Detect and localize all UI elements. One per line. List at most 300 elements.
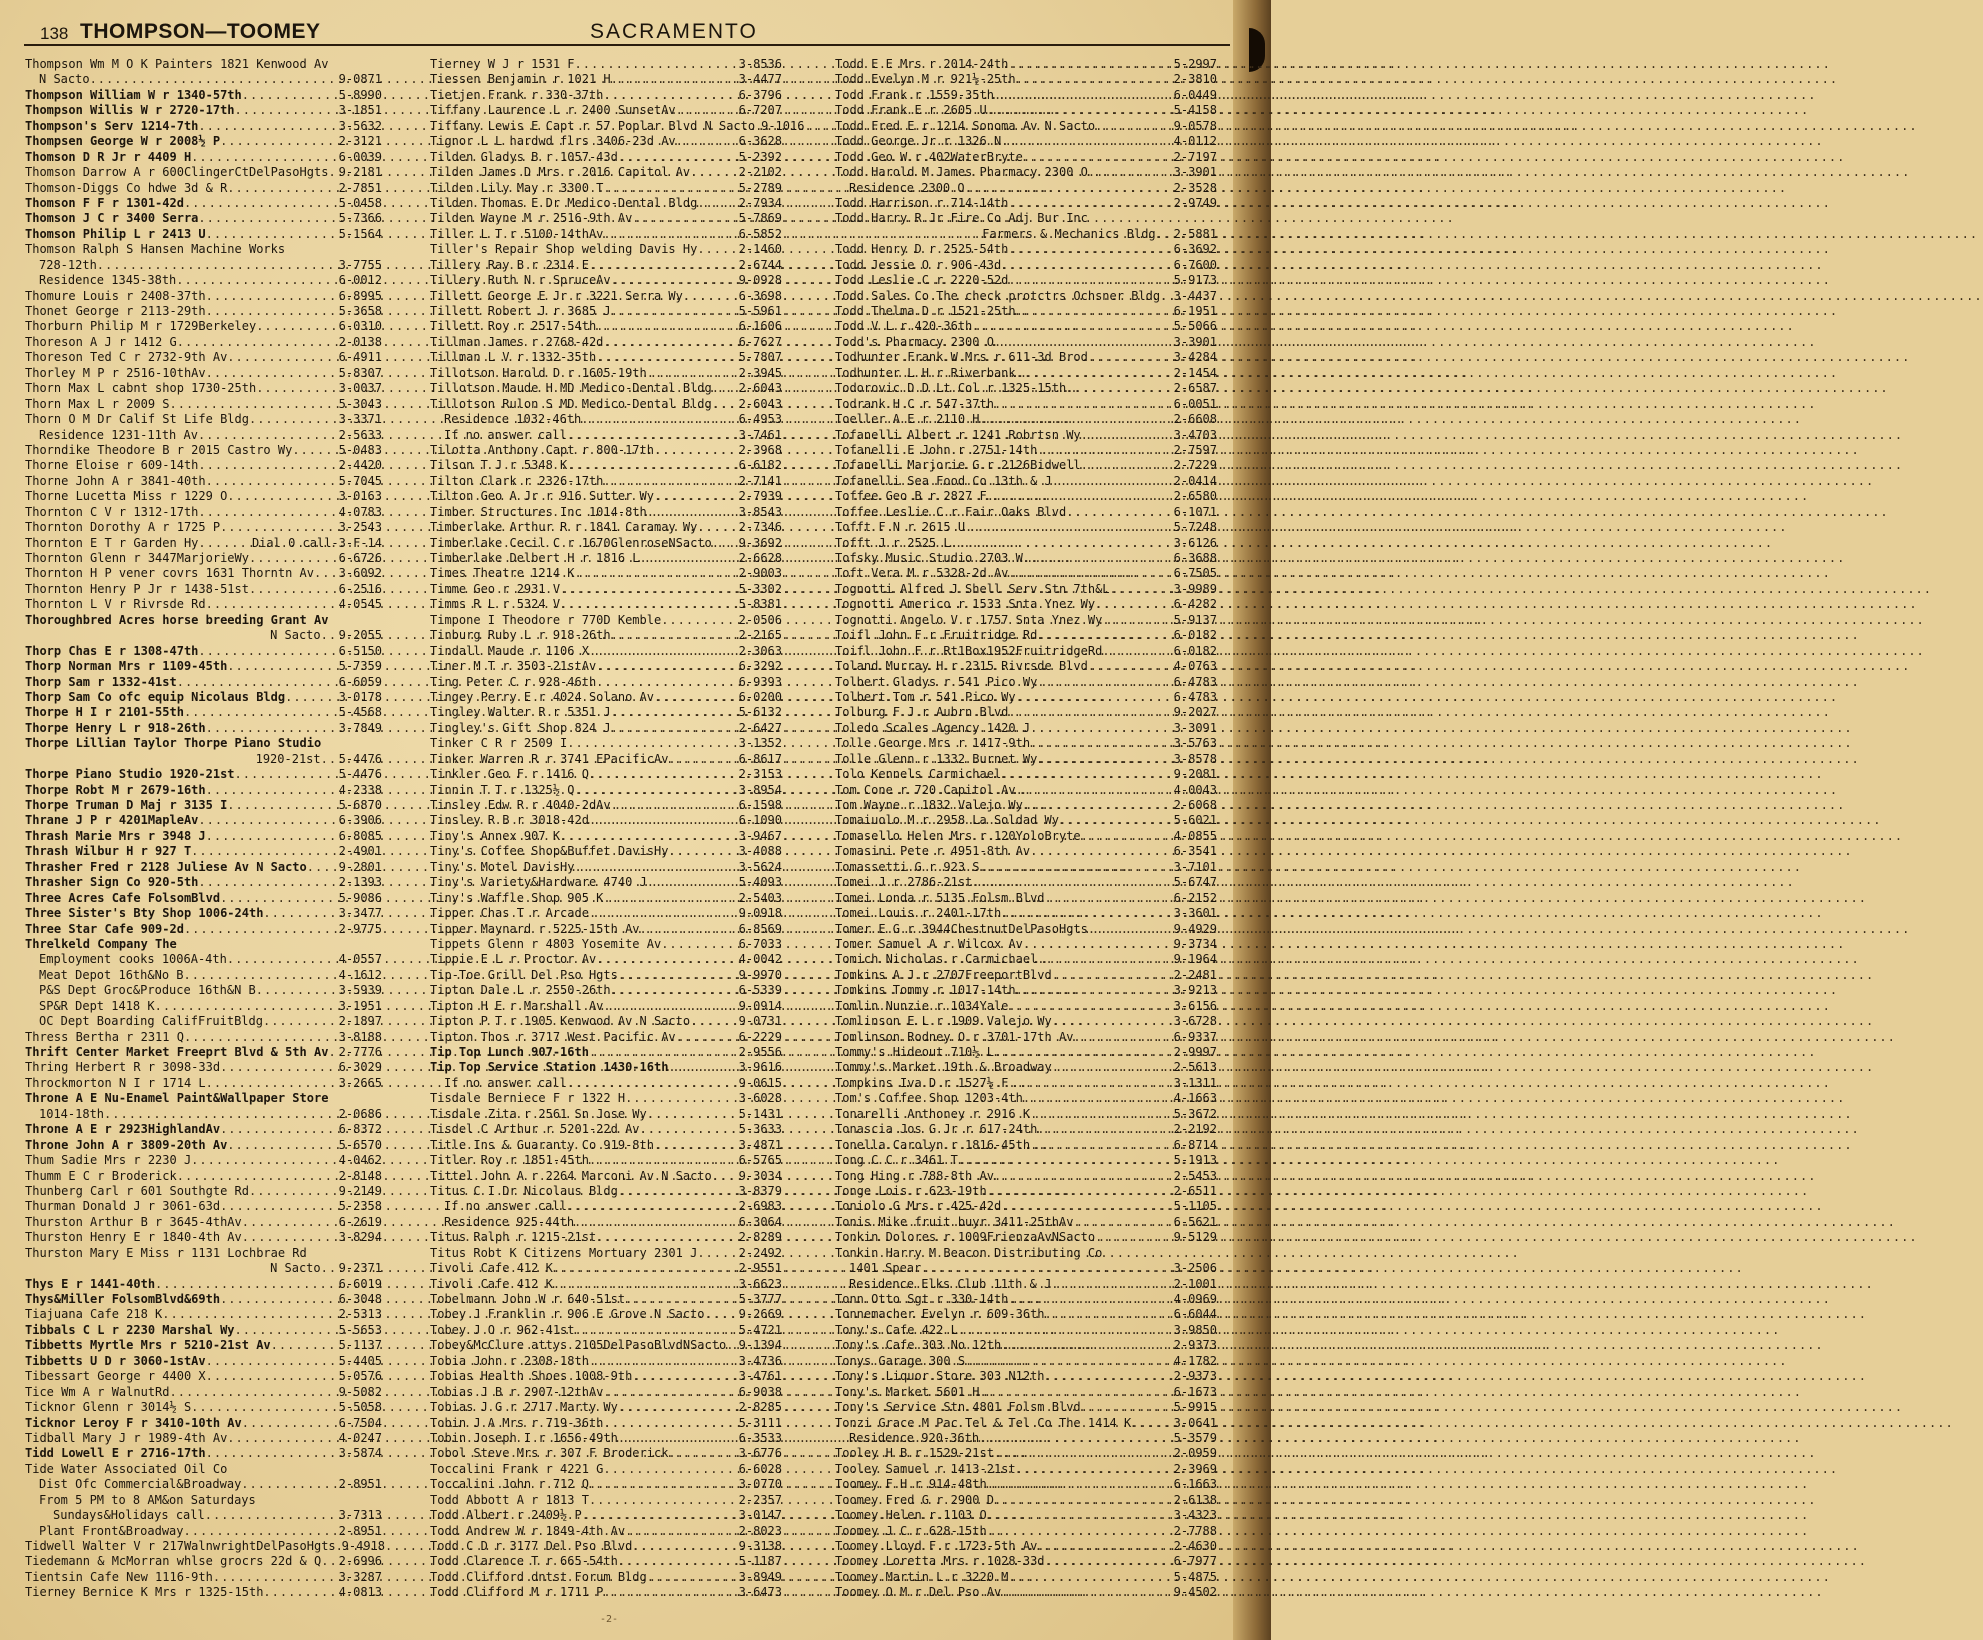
listing-name: Throne John A r 3809-20th Av <box>25 1137 228 1152</box>
leader-dots <box>227 181 338 196</box>
listing-name: Thompson's Serv 1214-7th <box>25 118 199 133</box>
listing-name: Thorp Norman Mrs r 1109-45th <box>25 659 228 674</box>
directory-listing <box>25 150 382 165</box>
listing-name: Todd Henry D r 2525-54th <box>835 242 1009 257</box>
leader-dots <box>965 1354 1174 1369</box>
listing-name: Tide Water Associated Oil Co <box>25 1461 228 1476</box>
listing-name: Todd V L r 420-36th <box>835 319 973 334</box>
listing-name: Tommy's Market 19th & Broadway <box>835 1060 1052 1075</box>
directory-listing <box>25 505 382 520</box>
phone-number: 6-1951 <box>1173 304 1217 318</box>
listing-name: Tillett Roy r 2517-54th <box>430 319 597 334</box>
directory-listing <box>430 860 782 875</box>
leader-dots <box>690 165 739 180</box>
directory-listing <box>430 844 782 859</box>
listing-name: Residence Elks Club 11th & J <box>849 1276 1052 1291</box>
listing-name: Tittel John A r 2264 Marconi Av N Sacto <box>430 1168 712 1183</box>
directory-listing <box>835 1524 1217 1539</box>
listing-name: Tipper Chas T r Arcade <box>430 906 589 921</box>
leader-dots <box>235 1323 339 1338</box>
directory-listing <box>25 983 382 998</box>
directory-listing <box>835 1199 1217 1214</box>
leader-dots <box>271 1338 339 1353</box>
leader-dots <box>1023 150 1174 165</box>
directory-listing <box>25 1354 382 1369</box>
leader-dots <box>1095 1230 1174 1245</box>
directory-listing <box>25 1570 382 1585</box>
directory-listing <box>430 350 782 365</box>
phone-number: 9-0731 <box>738 1014 782 1029</box>
phone-number: 6-7977 <box>1173 1554 1217 1569</box>
leader-dots <box>1073 1215 1173 1230</box>
leader-dots <box>314 566 339 581</box>
phone-number: 5-5961 <box>738 304 782 318</box>
listing-name: Ticknor Leroy F r 3410-10th Av <box>25 1415 242 1430</box>
listing-name: Todd Clarence T r 665-54th <box>430 1554 618 1569</box>
listing-name: Tonarelli Anthoney r 2916 K <box>835 1106 1031 1121</box>
phone-number: 9-1394 <box>738 1338 782 1353</box>
directory-listing <box>430 381 782 396</box>
phone-number: 3-4088 <box>738 844 782 859</box>
listing-name: Tindall Maude r 1106 X <box>430 643 589 658</box>
phone-number: 2-3945 <box>738 365 782 380</box>
directory-listing <box>430 165 782 180</box>
phone-number: 5-8990 <box>338 87 382 102</box>
listing-name: Residence 920-36th <box>849 1430 980 1445</box>
leader-dots <box>184 1030 339 1045</box>
leader-dots <box>184 705 339 720</box>
phone-number: 3-7755 <box>338 257 382 272</box>
leader-dots <box>980 412 1174 427</box>
listing-name: Thonet George r 2113-29th <box>25 304 206 318</box>
listing-name: Tinburg Ruby L r 918-26th <box>430 628 611 643</box>
listing-name: P&S Dept Groc&Produce 16th&N B <box>39 983 256 998</box>
listing-name: Toomey Lloyd F r 1723-5th Av <box>835 1539 1038 1553</box>
leader-dots <box>567 1076 739 1091</box>
listing-name: Tonis Mike fruit buyr 3411-25thAv <box>835 1214 1074 1229</box>
leader-dots <box>603 891 738 906</box>
directory-listing <box>835 1585 1217 1600</box>
phone-number: 3-8543 <box>738 504 782 519</box>
directory-listing <box>835 134 1217 149</box>
phone-number: 6-4953 <box>738 412 782 427</box>
directory-listing <box>835 1385 1217 1400</box>
listing-name: Tonella Carolyn r 1816-45th <box>835 1137 1031 1152</box>
listing-name: Thomson Philip L r 2413 U <box>25 226 206 241</box>
phone-number: 2-8023 <box>738 1523 782 1538</box>
listing-name: Tiffany Laurence L r 2400 SunsetAv <box>430 103 676 118</box>
leader-dots <box>567 428 739 443</box>
leader-dots <box>596 659 738 674</box>
listing-name: Tomkins Tommy r 1017-14th <box>835 983 1016 998</box>
listing-name: Tom Cone r 720 Capitol Av <box>835 782 1016 797</box>
leader-dots <box>1008 566 1173 581</box>
directory-listing <box>430 1338 782 1353</box>
listing-name: Tinsley R B r 3018-42d <box>430 813 589 828</box>
directory-listing <box>25 1107 382 1122</box>
leader-dots <box>1073 1030 1173 1045</box>
listing-name: OC Dept Boarding CalifFruitBldg <box>39 1014 263 1029</box>
directory-listing <box>835 1477 1217 1492</box>
directory-listing <box>430 1416 782 1431</box>
directory-listing <box>835 520 1217 535</box>
leader-dots <box>1052 968 1174 983</box>
directory-listing <box>25 88 382 103</box>
phone-number: 2-6511 <box>1173 1183 1217 1198</box>
leader-dots <box>227 1431 338 1446</box>
directory-listing <box>25 366 382 381</box>
listing-name: Tolo Kennels Carmichael <box>835 767 1002 782</box>
listing-name: Three Sister's Bty Shop 1006-24th <box>25 906 264 921</box>
directory-listing <box>430 1539 782 1554</box>
leader-dots <box>198 428 339 443</box>
leader-dots <box>603 1385 738 1400</box>
leader-dots <box>1001 258 1173 273</box>
listing-name: Tognotti Angelo V r 1757 Snta Ynez Wy <box>835 612 1103 627</box>
phone-number: 6-5765 <box>738 1153 782 1168</box>
phone-number: 6-1598 <box>738 798 782 812</box>
leader-dots <box>654 489 739 504</box>
phone-number: 2-6068 <box>1173 798 1217 812</box>
leader-dots <box>206 1076 339 1091</box>
directory-listing <box>25 1122 382 1137</box>
leader-dots <box>611 628 739 643</box>
phone-number: 4-0462 <box>338 1153 382 1168</box>
listing-name: Thorndike Theodore B r 2015 Castro Wy <box>25 442 293 457</box>
leader-dots <box>235 767 339 782</box>
phone-number: 6-6019 <box>338 1276 382 1291</box>
listing-name: Todhunter L H r Riverbank <box>835 365 1016 380</box>
phone-number: Dial 0 call-3-F-14 <box>251 535 382 550</box>
phone-number: 5-2358 <box>338 1199 382 1214</box>
listing-name: Thompson Wm M O K Painters 1821 Kenwood Av <box>25 57 329 71</box>
phone-number: 5-7366 <box>338 211 382 226</box>
phone-number: 2-9551 <box>738 1261 782 1276</box>
listing-name: Tierney W J r 1531 F <box>430 57 575 71</box>
leader-dots <box>994 1045 1174 1060</box>
leader-dots <box>191 1153 338 1168</box>
directory-listing <box>835 1338 1217 1353</box>
directory-listing <box>835 103 1217 118</box>
phone-number: 3-9989 <box>1173 581 1217 596</box>
listing-name: Tinker Warren R r 3741 EPacificAv <box>430 751 669 766</box>
directory-listing <box>430 721 782 736</box>
listing-name: Thrash Marie Mrs r 3948 J <box>25 828 206 843</box>
leader-dots <box>596 675 738 690</box>
phone-number: 2-2481 <box>1173 967 1217 982</box>
directory-listing <box>430 366 782 381</box>
leader-dots <box>206 1354 339 1369</box>
leader-dots <box>994 1169 1174 1184</box>
listing-name: Toffee Geo B r 2827 F <box>835 489 987 504</box>
directory-listing <box>25 690 382 705</box>
listing-name: Tillery Ruth N r SpruceAv <box>430 273 611 288</box>
directory-listing <box>430 1138 782 1153</box>
phone-number: 5-3658 <box>338 304 382 318</box>
directory-listing <box>430 1014 782 1029</box>
listing-name: Residence 1032-46th <box>444 412 582 427</box>
phone-number: 2-9997 <box>1173 1045 1217 1059</box>
phone-number: 3-8536 <box>738 57 782 71</box>
leader-dots <box>1030 721 1174 736</box>
leader-dots <box>676 103 739 118</box>
phone-number: 5-4476 <box>338 767 382 782</box>
directory-listing <box>835 1277 1217 1292</box>
listing-name: Tomei Louis r 2401-17th <box>835 906 1002 921</box>
directory-listing <box>430 1554 782 1569</box>
listing-name: Ting Peter C r 928-46th <box>430 674 597 689</box>
phone-number: 6-8372 <box>338 1122 382 1137</box>
listing-name: Thoroughbred Acres horse breeding Grant Av <box>25 612 329 627</box>
directory-listing <box>835 1246 1217 1261</box>
phone-number: 2-6138 <box>1173 1492 1217 1507</box>
listing-name: Farmers & Mechanics Bldg <box>982 226 1156 241</box>
phone-number: 2-1001 <box>1173 1276 1217 1291</box>
listing-name: If no answer call <box>444 427 567 442</box>
listing-name: Tony's Service Stn 4801 Folsm Blvd <box>835 1400 1081 1415</box>
listing-name: Tibbetts Myrtle Mrs r 5210-21st Av <box>25 1338 271 1353</box>
phone-number: 5-9173 <box>1173 273 1217 288</box>
directory-listing <box>25 397 382 412</box>
leader-dots <box>668 1446 738 1461</box>
leader-dots <box>668 1060 738 1075</box>
leader-dots <box>1088 922 1174 937</box>
leader-dots <box>603 474 738 489</box>
phone-number: 5-7045 <box>338 473 382 488</box>
listing-name: Thomure Louis r 2408-37th <box>25 288 206 303</box>
phone-number: 5-2392 <box>738 149 782 164</box>
listing-name: Tobin Joseph I r 1656-49th <box>430 1430 618 1445</box>
listing-name: Tofft J r 2525 L <box>835 535 951 550</box>
listing-name: Tonge Lois r 623-19th <box>835 1183 987 1198</box>
directory-listing <box>835 1354 1217 1369</box>
listing-name: Tobias J G r 2717 Marty Wy <box>430 1400 618 1415</box>
phone-number: 4-2338 <box>338 782 382 797</box>
leader-dots <box>206 304 339 319</box>
phone-number: 6-9337 <box>1173 1029 1217 1044</box>
listing-name: Tobol Steve Mrs r 307 F Broderick <box>430 1446 669 1461</box>
phone-number: 2-9749 <box>1173 195 1217 210</box>
listing-name: Toomey Helen r 1103 O <box>835 1508 987 1523</box>
listing-name: Tomasini Pete r 4951-8th Av <box>835 844 1031 859</box>
listing-name: Toomey J C r 628-15th <box>835 1523 987 1538</box>
phone-number: 3-4437 <box>1173 288 1217 303</box>
directory-listing <box>835 1431 1217 1446</box>
page-header <box>40 18 1230 52</box>
listing-name: Tiller L T r 5100-14thAv <box>430 226 604 241</box>
phone-number: 9-2371 <box>338 1261 382 1276</box>
leader-dots <box>611 304 739 319</box>
phone-number: 4-0763 <box>1173 659 1217 674</box>
directory-listing <box>430 242 782 257</box>
phone-number: 9-0578 <box>1173 118 1217 133</box>
listing-name: Tinker C R r 2509 I <box>430 736 568 751</box>
leader-dots <box>328 1045 338 1060</box>
phone-number: 3-0037 <box>338 381 382 396</box>
leader-dots <box>575 1323 739 1338</box>
phone-number: 6-3688 <box>1173 551 1217 565</box>
phone-number: 2-6043 <box>738 381 782 396</box>
phone-number: 5-1137 <box>338 1338 382 1353</box>
leader-dots <box>198 505 338 520</box>
directory-column-2 <box>430 57 805 1601</box>
leader-dots <box>1008 273 1173 288</box>
phone-number: 5-3633 <box>738 1122 782 1137</box>
directory-listing <box>25 181 382 196</box>
listing-name: Thorne John A r 3841-40th <box>25 473 206 488</box>
directory-listing <box>25 428 382 443</box>
phone-number: 9-9970 <box>738 967 782 982</box>
leader-dots <box>994 335 1174 350</box>
leader-dots <box>994 88 1174 103</box>
phone-number: 5-4093 <box>738 875 782 890</box>
directory-listing <box>835 1508 1217 1523</box>
listing-name: Toomey Fred G r 2900 D <box>835 1492 994 1507</box>
phone-number: 6-0449 <box>1173 87 1217 102</box>
directory-listing <box>835 690 1217 705</box>
directory-listing <box>835 181 1217 196</box>
phone-number: 5-1187 <box>738 1554 782 1569</box>
directory-listing <box>835 613 1217 628</box>
phone-number: 3-4323 <box>1173 1508 1217 1523</box>
leader-dots <box>697 1246 738 1261</box>
listing-name: Throne A E r 2923HighlandAv <box>25 1122 221 1137</box>
listing-name: Thrift Center Market Freeprt Blvd & 5th Av <box>25 1045 329 1059</box>
phone-number: 5-9137 <box>1173 612 1217 627</box>
phone-number: 9-4929 <box>1173 921 1217 936</box>
listing-name: Thorne Lucetta Miss r 1229 O <box>25 489 228 504</box>
listing-name: Tierney Bernice K Mrs r 1325-15th <box>25 1585 264 1600</box>
listing-name: Thomson J C r 3400 Serra <box>25 211 199 226</box>
listing-name: 1401 Spear <box>849 1261 922 1276</box>
directory-listing <box>835 1169 1217 1184</box>
leader-dots <box>611 983 739 998</box>
leader-dots <box>603 335 738 350</box>
directory-listing <box>430 551 782 566</box>
phone-number: 5-2789 <box>738 180 782 195</box>
leader-dots <box>625 1091 739 1106</box>
leader-dots <box>581 412 738 427</box>
directory-listing <box>25 1184 382 1199</box>
leader-dots <box>198 119 338 134</box>
directory-listing <box>25 551 382 566</box>
phone-number: 6-6059 <box>338 674 382 689</box>
phone-number: 5-0458 <box>338 195 382 210</box>
phone-number: 2-9373 <box>1173 1369 1217 1384</box>
leader-dots <box>582 1508 739 1523</box>
listing-name: Tisdale Zita r 2561 Sn Jose Wy <box>430 1106 647 1121</box>
leader-dots <box>632 1539 738 1554</box>
phone-number: 2-4420 <box>338 458 382 473</box>
phone-number: 6-6726 <box>338 551 382 565</box>
listing-name: Thornton C V r 1312-17th <box>25 504 199 519</box>
leader-dots <box>661 613 738 628</box>
listing-name: 1920-21st <box>255 751 321 766</box>
listing-name: Tillotson Maude H MD Medico-Dental Bldg <box>430 381 712 396</box>
phone-number: 2-0506 <box>738 612 782 627</box>
phone-number: 5-8381 <box>738 597 782 612</box>
leader-dots <box>589 1493 739 1508</box>
leader-dots <box>712 397 739 412</box>
listing-name: Tinnin T T r 1325½ Q <box>430 782 575 797</box>
phone-number: 4-0042 <box>738 952 782 967</box>
leader-dots <box>1016 366 1174 381</box>
leader-dots <box>654 1138 739 1153</box>
leader-dots <box>618 968 739 983</box>
listing-name: Throne A E Nu-Enamel Paint&Wallpaper Store <box>25 1091 329 1106</box>
directory-listing <box>25 1539 386 1554</box>
directory-listing <box>25 381 382 396</box>
leader-dots <box>227 489 338 504</box>
listing-name: Tofanelli Marjorie G r 2126Bidwell <box>835 458 1081 473</box>
phone-number: 6-7504 <box>338 1415 382 1430</box>
directory-listing <box>430 829 782 844</box>
leader-dots <box>1037 443 1173 458</box>
listing-name: 728-12th <box>39 257 97 272</box>
phone-number: 2-9556 <box>738 1045 782 1059</box>
directory-listing <box>430 767 782 782</box>
directory-listing <box>835 999 1217 1014</box>
listing-name: Thomson D R Jr r 4409 H <box>25 149 192 164</box>
leader-dots <box>198 458 338 473</box>
listing-name: Tillman L V r 1332-35th <box>430 350 597 365</box>
directory-listing <box>430 613 782 628</box>
phone-number: 3-0770 <box>738 1477 782 1492</box>
phone-number: 3-9616 <box>738 1060 782 1075</box>
directory-listing <box>25 628 382 643</box>
directory-listing <box>430 736 782 751</box>
leader-dots <box>575 57 739 72</box>
directory-listing <box>835 489 1217 504</box>
directory-listing <box>835 273 1217 288</box>
listing-name: Toifl John F r Rt1Box1952FruitridgeRd <box>835 643 1103 658</box>
directory-listing <box>430 489 782 504</box>
directory-listing <box>430 412 782 427</box>
directory-listing <box>835 443 1217 458</box>
leader-dots <box>1023 937 1174 952</box>
directory-listing <box>835 736 1217 751</box>
listing-name: N Sacto <box>270 1261 321 1276</box>
directory-listing <box>430 211 782 226</box>
directory-listing <box>835 319 1217 334</box>
directory-listing <box>25 999 382 1014</box>
listing-name: Tiajuana Cafe 218 K <box>25 1307 163 1322</box>
listing-name: Tonkin Harry M Beacon Distributing Co <box>835 1245 1103 1260</box>
name-range-heading: THOMPSON—TOOMEY <box>80 20 321 43</box>
directory-listing <box>25 1277 382 1292</box>
phone-number: 9-2801 <box>338 859 382 874</box>
phone-number: 5-4875 <box>1173 1569 1217 1584</box>
listing-name: Tobelmann John W r 640-51st <box>430 1292 626 1306</box>
directory-listing <box>25 721 382 736</box>
phone-number: 9-2081 <box>1173 767 1217 782</box>
listing-name: Tiedemann & McMorran whlse grocrs 22d & Q <box>25 1554 322 1569</box>
phone-number: 3-8949 <box>738 1569 782 1584</box>
listing-name: Tomkins A J r 2707FreeportBlvd <box>835 967 1052 982</box>
listing-name: Todd Harry R Jr Fire Co Adj Bur Inc <box>835 211 1088 226</box>
phone-number: 6-3048 <box>338 1292 382 1306</box>
phone-number: 2-7776 <box>338 1045 382 1059</box>
leader-dots <box>1008 242 1173 257</box>
leader-dots <box>285 690 339 705</box>
leader-dots <box>206 227 339 242</box>
directory-column-3 <box>835 57 1217 1601</box>
phone-number: 6-3292 <box>738 659 782 674</box>
leader-dots <box>951 536 1174 551</box>
listing-name: Tiner M T r 3503-21stAv <box>430 659 597 674</box>
directory-listing <box>25 1446 382 1461</box>
directory-listing <box>430 150 782 165</box>
